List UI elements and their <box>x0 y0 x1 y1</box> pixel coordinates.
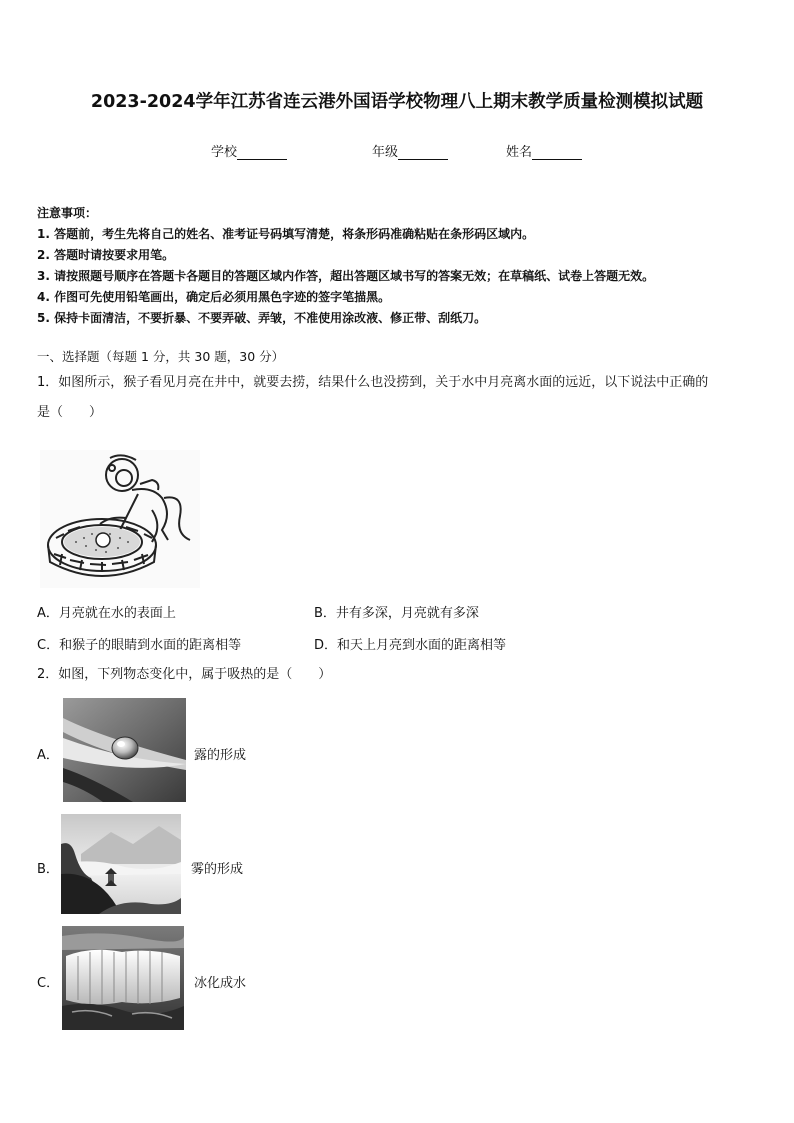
question-2-text: 2．如图，下列物态变化中，属于吸热的是（ ） <box>37 667 332 682</box>
section-heading: 一、选择题（每题 1 分，共 30 题，30 分） <box>37 349 285 364</box>
name-blank <box>532 145 582 160</box>
name-field <box>506 141 582 160</box>
q2-option-a-letter: A． <box>37 748 59 763</box>
school-label: 学校 <box>211 145 238 160</box>
fog-image <box>61 814 181 914</box>
q2-option-b-caption: 雾的形成 <box>191 862 244 877</box>
grade-field <box>372 141 448 160</box>
school-field <box>211 141 287 160</box>
notes-heading: 注意事项： <box>37 206 98 220</box>
dew-drop-image <box>63 698 186 802</box>
exam-title: 2023-2024学年江苏省连云港外国语学校物理八上期末教学质量检测模拟试题 <box>90 92 704 112</box>
question-1-text <box>37 368 759 428</box>
notes-block <box>37 203 654 329</box>
monkey-well-illustration <box>40 450 200 588</box>
q2-option-b-letter: B． <box>37 862 59 877</box>
q1-option-c: C．和猴子的眼睛到水面的距离相等 <box>37 638 242 653</box>
notes-item: 5. 保持卡面清洁，不要折暴、不要弄破、弄皱，不准使用涂改液、修正带、刮纸刀。 <box>37 311 487 325</box>
q1-option-b: B．井有多深，月亮就有多深 <box>314 606 479 621</box>
q2-option-a-caption: 露的形成 <box>194 748 247 763</box>
q2-option-c-caption: 冰化成水 <box>194 976 247 991</box>
grade-label: 年级 <box>372 145 399 160</box>
question-1-line1: 1．如图所示，猴子看见月亮在井中，就要去捞，结果什么也没捞到，关于水中月亮离水面的远近，以下说法中正确的 <box>37 375 709 390</box>
ice-melting-image <box>62 926 184 1030</box>
name-label: 姓名 <box>506 145 533 160</box>
notes-item: 3. 请按照题号顺序在答题卡各题目的答题区域内作答，超出答题区域书写的答案无效；在草稿纸、试卷上答题无效。 <box>37 269 655 283</box>
grade-blank <box>398 145 448 160</box>
q1-option-d: D．和天上月亮到水面的距离相等 <box>314 638 507 653</box>
question-1-line2: 是（ ） <box>37 405 103 420</box>
notes-item: 4. 作图可先使用铅笔画出，确定后必须用黑色字迹的签字笔描黑。 <box>37 290 391 304</box>
q1-option-a: A．月亮就在水的表面上 <box>37 606 176 621</box>
q2-option-c-letter: C． <box>37 976 60 991</box>
notes-item: 1. 答题前，考生先将自己的姓名、准考证号码填写清楚，将条形码准确粘贴在条形码区域内。 <box>37 227 535 241</box>
school-blank <box>237 145 287 160</box>
notes-item: 2. 答题时请按要求用笔。 <box>37 248 175 262</box>
